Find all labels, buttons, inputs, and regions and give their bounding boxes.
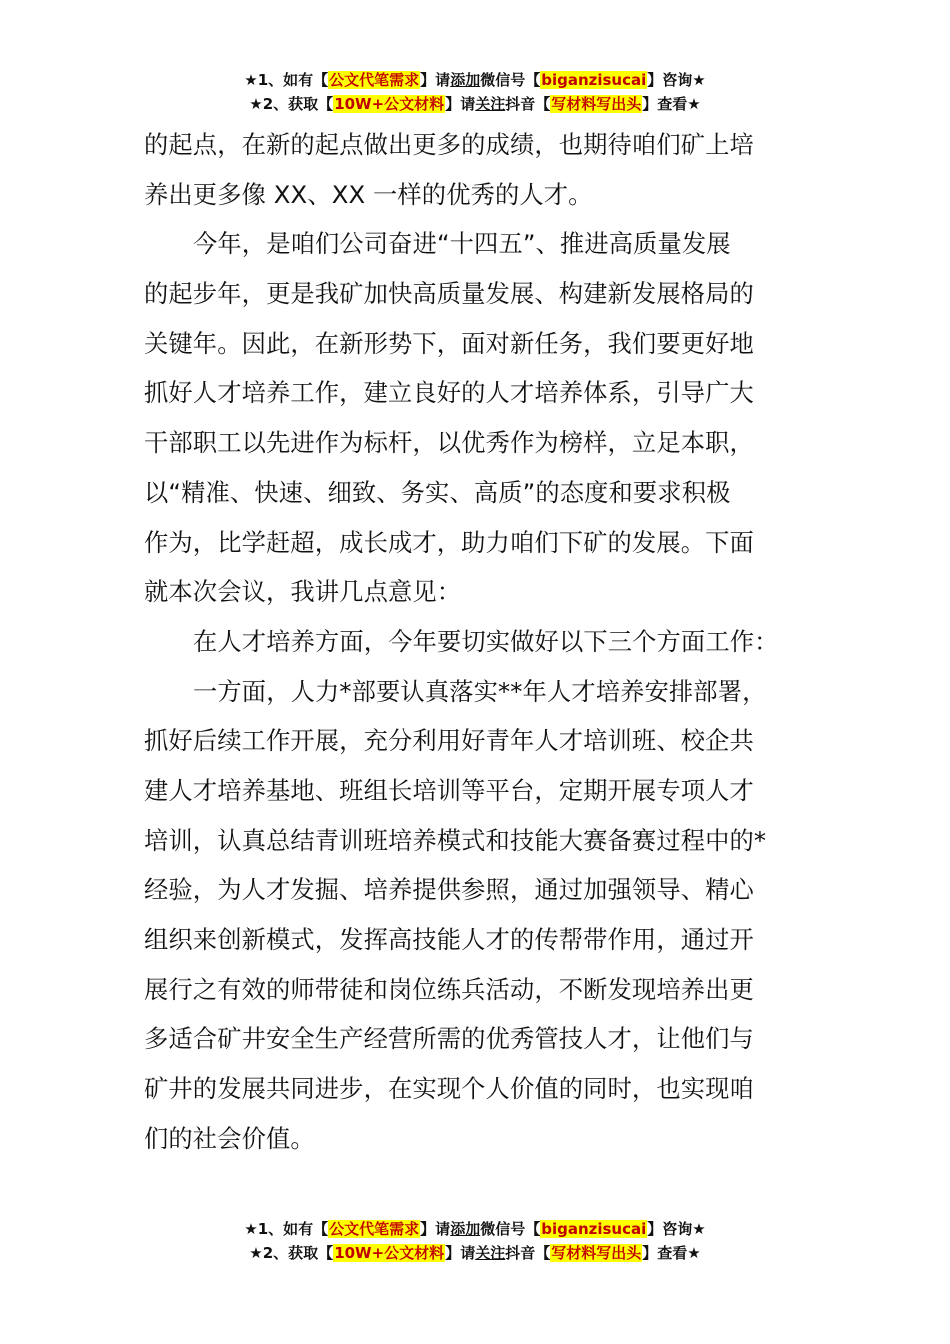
- banner-highlight: 写材料写出头: [551, 95, 642, 113]
- body-line: 养出更多像 XX、XX 一样的优秀的人才。: [144, 179, 593, 209]
- body-line: 今年，是咱们公司奋进“十四五”、推进高质量发展: [193, 229, 731, 259]
- footer-banner: [0, 1217, 950, 1265]
- body-line: 建人才培养基地、班组长培训等平台，定期开展专项人才: [144, 775, 754, 805]
- banner-line-2: [0, 1241, 950, 1265]
- banner-emphasis: 关注: [475, 95, 506, 113]
- body-line: 矿井的发展共同进步，在实现个人价值的同时，也实现咱: [144, 1074, 754, 1104]
- banner-text: 抖音【: [505, 1244, 551, 1262]
- banner-highlight: 公文代笔需求: [329, 71, 420, 89]
- banner-line-2: [0, 92, 950, 116]
- body-line: 们的社会价值。: [144, 1123, 315, 1153]
- body-line: 培训，认真总结青训班培养模式和技能大赛备赛过程中的*: [144, 825, 767, 855]
- body-line: 作为，比学赶超，成长成才，助力咱们下矿的发展。下面: [144, 527, 754, 557]
- body-line: 干部职工以先进作为标杆，以优秀作为榜样，立足本职，: [144, 428, 754, 458]
- banner-line-1: [0, 68, 950, 92]
- banner-text: 】请: [445, 95, 476, 113]
- body-line: 一方面，人力*部要认真落实**年人才培养安排部署，: [193, 676, 767, 706]
- banner-highlight: 10W+公文材料: [334, 1244, 445, 1262]
- body-line: 多适合矿井安全生产经营所需的优秀管技人才，让他们与: [144, 1024, 754, 1054]
- banner-text: ★2、获取【: [249, 1244, 334, 1262]
- banner-highlight: 公文代笔需求: [329, 1220, 420, 1238]
- body-line: 抓好人才培养工作，建立良好的人才培养体系，引导广大: [144, 378, 754, 408]
- banner-highlight: 写材料写出头: [551, 1244, 642, 1262]
- document-body: [144, 120, 808, 1163]
- body-line: 抓好后续工作开展，充分利用好青年人才培训班、校企共: [144, 726, 754, 756]
- banner-text: 】查看★: [642, 95, 701, 113]
- body-line: 的起步年，更是我矿加快高质量发展、构建新发展格局的: [144, 279, 754, 309]
- banner-highlight: biganzisucai: [541, 1220, 647, 1238]
- banner-text: ★1、如有【: [244, 1220, 329, 1238]
- banner-text: 】查看★: [642, 1244, 701, 1262]
- header-banner: [0, 68, 950, 116]
- banner-text: 微信号【: [480, 1220, 541, 1238]
- banner-text: ★2、获取【: [249, 95, 334, 113]
- banner-text: 】咨询★: [647, 1220, 706, 1238]
- banner-line-1: [0, 1217, 950, 1241]
- banner-highlight: 10W+公文材料: [334, 95, 445, 113]
- banner-emphasis: 添加: [450, 1220, 481, 1238]
- banner-text: 】请: [420, 71, 451, 89]
- body-line: 以“精准、快速、细致、务实、高质”的态度和要求积极: [144, 477, 731, 507]
- body-line: 展行之有效的师带徒和岗位练兵活动，不断发现培养出更: [144, 974, 754, 1004]
- banner-text: 】请: [420, 1220, 451, 1238]
- body-line: 在人才培养方面，今年要切实做好以下三个方面工作：: [193, 626, 779, 656]
- banner-text: 】咨询★: [647, 71, 706, 89]
- body-line: 关键年。因此，在新形势下，面对新任务，我们要更好地: [144, 328, 754, 358]
- body-line: 就本次会议，我讲几点意见：: [144, 577, 462, 607]
- banner-text: ★1、如有【: [244, 71, 329, 89]
- banner-text: 】请: [445, 1244, 476, 1262]
- body-line: 经验，为人才发掘、培养提供参照，通过加强领导、精心: [144, 875, 754, 905]
- banner-emphasis: 添加: [450, 71, 481, 89]
- body-line: 组织来创新模式，发挥高技能人才的传帮带作用，通过开: [144, 925, 754, 954]
- body-line: 的起点，在新的起点做出更多的成绩，也期待咱们矿上培: [144, 130, 754, 159]
- banner-emphasis: 关注: [475, 1244, 506, 1262]
- banner-highlight: biganzisucai: [541, 71, 647, 89]
- banner-text: 微信号【: [480, 71, 541, 89]
- banner-text: 抖音【: [505, 95, 551, 113]
